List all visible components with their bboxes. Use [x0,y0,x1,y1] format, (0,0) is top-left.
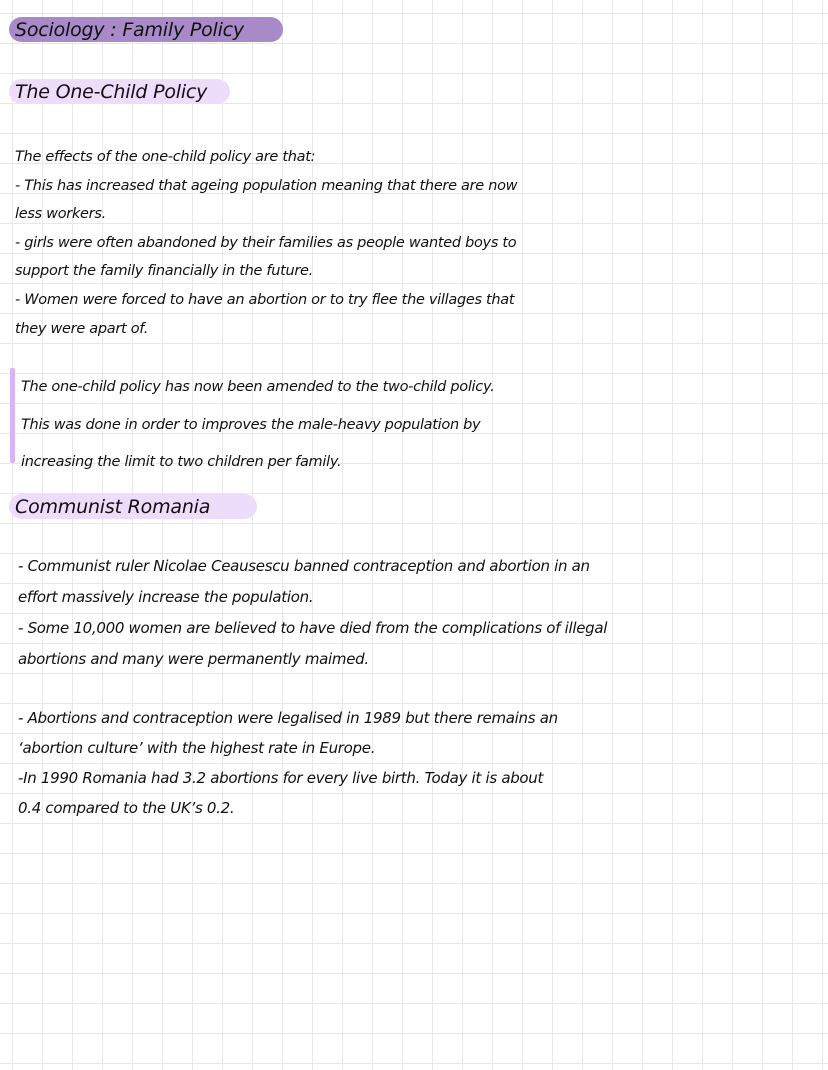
page-title-text: Sociology : Family Policy [15,18,244,41]
page-title [9,17,283,42]
effects-line: less workers. [15,206,106,223]
romania-paragraph-1 [18,551,607,675]
effects-line: - Women were forced to have an abortion or to try flee the villages that [15,291,515,308]
effects-line: support the family financially in the future. [15,263,313,280]
quote-line: increasing the limit to two children per family. [21,454,342,470]
effects-list [15,143,517,343]
romania-line: effort massively increase the population. [18,588,314,606]
section-heading-text: The One-Child Policy [15,80,208,103]
effects-line: - girls were often abandoned by their families as people wanted boys to [15,234,517,251]
romania-paragraph-2 [18,703,558,823]
quote-block [21,369,494,482]
effects-line: - This has increased that ageing population meaning that there are now [15,177,518,194]
romania-line: - Abortions and contraception were legalised in 1989 but there remains an [18,709,558,727]
effects-line: they were apart of. [15,320,149,337]
romania-line: -In 1990 Romania had 3.2 abortions for every live birth. Today it is about [18,769,544,787]
romania-line: abortions and many were permanently maimed. [18,650,369,668]
romania-line: 0.4 compared to the UK’s 0.2. [18,799,235,817]
section-heading-text: Communist Romania [15,495,211,518]
quote-line: This was done in order to improves the male-heavy population by [21,416,481,433]
quote-bar [10,368,15,463]
effects-intro: The effects of the one-child policy are that: [15,149,316,165]
section-heading-communist-romania [9,494,257,519]
section-heading-one-child-policy [9,79,230,104]
quote-line: The one-child policy has now been amended to the two-child policy. [21,379,495,395]
romania-line: - Communist ruler Nicolae Ceausescu banned contraception and abortion in an [18,557,590,575]
romania-line: ‘abortion culture’ with the highest rate in Europe. [18,739,376,757]
romania-line: - Some 10,000 women are believed to have died from the complications of illegal [18,619,608,637]
